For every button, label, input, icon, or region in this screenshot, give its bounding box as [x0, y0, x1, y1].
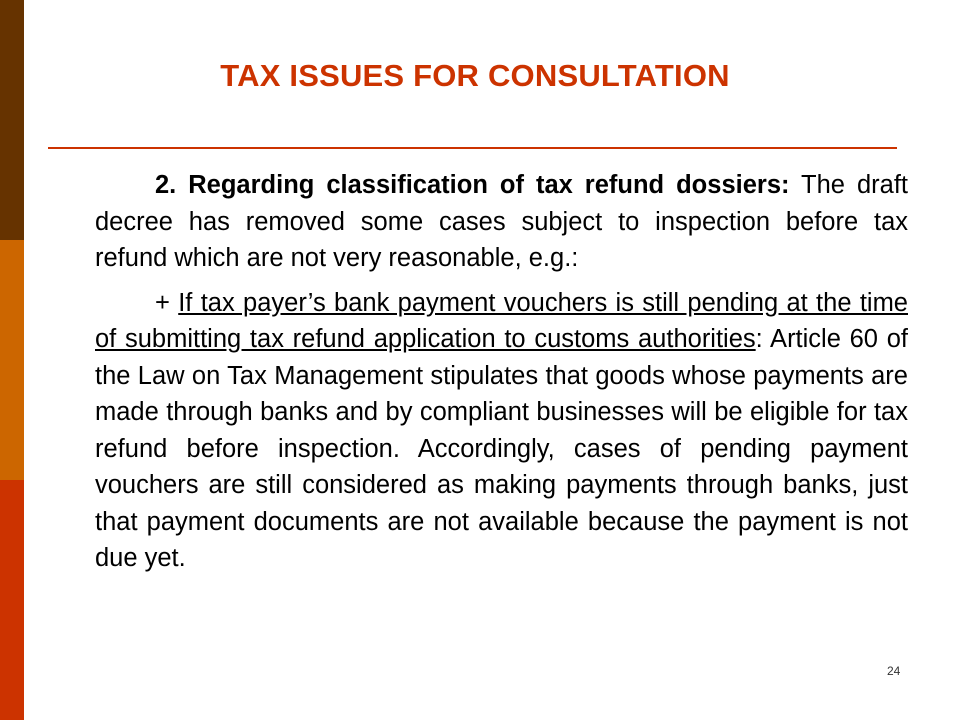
slide-title: TAX ISSUES FOR CONSULTATION [220, 58, 730, 93]
underlined-condition: If tax payer’s bank payment vouchers is still pending at the time of submitting tax refund application to customs authorities [95, 288, 908, 353]
paragraph-lead-bold: 2. Regarding classification of tax refund dossiers: [155, 171, 790, 199]
title-divider [48, 147, 897, 149]
side-bar-middle [0, 240, 24, 480]
side-bar-top [0, 0, 24, 240]
paragraph-pending-vouchers [95, 285, 908, 577]
bullet-prefix: + [155, 288, 179, 317]
paragraph-classification [95, 167, 908, 277]
slide-body [95, 167, 908, 585]
side-bar-bottom [0, 480, 24, 720]
paragraph-text: The draft decree has removed some cases subject to inspection before tax refund which are not very reasonable, e.g.: [95, 171, 908, 272]
page-number: 24 [887, 664, 901, 678]
paragraph-text: : Article 60 of the Law on Tax Management stipulates that goods whose payments are made through banks and by compliant businesses will be eligible for tax refund before inspection. Accordingly, cases of pending payment vouchers are still considered as making payments through banks, just that payment documents are not available because the payment is not due yet. [95, 325, 908, 572]
